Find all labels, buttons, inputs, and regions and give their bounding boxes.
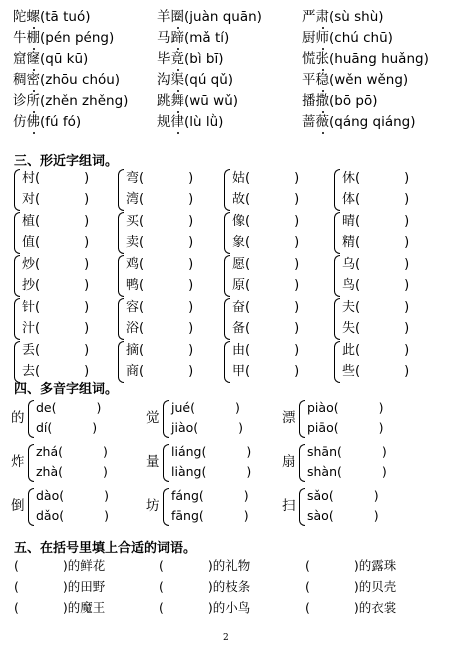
char-pair [224, 340, 324, 384]
pinyin-line [307, 462, 387, 482]
pinyin-line [171, 506, 249, 526]
brace [299, 488, 305, 526]
polyphonic-char: 坊 [146, 498, 160, 514]
pair-close: ) [84, 364, 90, 379]
fill-item [14, 577, 105, 597]
pinyin: liáng( [171, 444, 207, 459]
char-pair [334, 297, 434, 341]
pair-line [126, 232, 216, 253]
char-pair [118, 297, 218, 341]
pair-char: 象( [232, 235, 251, 250]
char-pair [224, 297, 324, 341]
fill-word: )的鲜花 [62, 558, 106, 573]
char-pair [118, 340, 218, 384]
polyphonic-item [11, 486, 141, 528]
pinyin: jiào( [171, 420, 199, 435]
fill-word: )的衣裳 [353, 600, 397, 615]
pair-line [126, 254, 216, 275]
char-pair [334, 168, 434, 212]
pair-close: ) [404, 214, 410, 229]
pinyin: shān( [307, 444, 342, 459]
pair-line [126, 318, 216, 339]
emphasis-dot [322, 132, 324, 134]
pinyin-line [307, 418, 383, 438]
pair-close: ) [84, 343, 90, 358]
polyphonic-item [282, 486, 412, 528]
polyphonic-item [146, 398, 276, 440]
pair-close: ) [294, 278, 300, 293]
pinyin-line [171, 442, 251, 462]
pair-char: 此( [342, 343, 361, 358]
pair-close: ) [188, 192, 194, 207]
pair-line [22, 232, 112, 253]
pinyin: sào( [307, 508, 334, 523]
vocab-item: 播撒(bō pō) [302, 93, 378, 109]
pair-close: ) [294, 235, 300, 250]
char-pair [224, 254, 324, 298]
pair-line [126, 297, 216, 318]
pair-line [342, 318, 432, 339]
pair-close: ) [84, 257, 90, 272]
fill-word: )的魔王 [62, 600, 106, 615]
open-paren: ( [305, 600, 310, 615]
brace [224, 169, 230, 211]
open-paren: ( [305, 558, 310, 573]
fill-word: )的露珠 [353, 558, 397, 573]
pair-line [232, 275, 322, 296]
brace [163, 400, 169, 438]
pair-close: ) [84, 300, 90, 315]
pair-char: 些( [342, 364, 361, 379]
pair-close: ) [188, 321, 194, 336]
pair-line [232, 340, 322, 361]
pair-close: ) [294, 300, 300, 315]
vocab-item: 厨师(chú chū) [302, 30, 393, 46]
brace [118, 298, 124, 340]
open-paren: ( [159, 558, 164, 573]
char-pair [14, 254, 114, 298]
pair-line [342, 168, 432, 189]
pair-close: ) [84, 171, 90, 186]
polyphonic-item [146, 486, 276, 528]
pinyin-line [36, 462, 108, 482]
brace [118, 341, 124, 383]
polyphonic-item [282, 398, 412, 440]
pair-line [232, 318, 322, 339]
pinyin-line [171, 398, 240, 418]
brace [163, 444, 169, 482]
pinyin-line [171, 418, 243, 438]
polyphonic-item [11, 442, 141, 484]
pair-close: ) [84, 192, 90, 207]
open-paren: ( [159, 579, 164, 594]
char-pair [118, 254, 218, 298]
fill-word: )的田野 [62, 579, 106, 594]
pinyin-close: ) [96, 400, 102, 415]
pair-close: ) [188, 257, 194, 272]
pair-char: 奋( [232, 300, 251, 315]
open-paren: ( [159, 600, 164, 615]
pinyin: piāo( [307, 420, 339, 435]
pair-close: ) [188, 235, 194, 250]
pair-close: ) [188, 364, 194, 379]
brace [334, 255, 340, 297]
pinyin-close: ) [238, 420, 244, 435]
pair-line [126, 340, 216, 361]
pair-line [232, 361, 322, 382]
brace [14, 298, 20, 340]
open-paren: ( [14, 579, 19, 594]
pinyin-line [36, 418, 97, 438]
open-paren: ( [305, 579, 310, 594]
pinyin-close: ) [104, 508, 110, 523]
pinyin: fáng( [171, 488, 204, 503]
pair-char: 休( [342, 171, 361, 186]
pinyin-close: ) [103, 464, 108, 479]
pinyin: piào( [307, 400, 339, 415]
pinyin-close: ) [243, 488, 249, 503]
pair-close: ) [404, 321, 410, 336]
pair-line [126, 275, 216, 296]
pinyin: sǎo( [307, 488, 334, 503]
pinyin: zhá( [36, 444, 64, 459]
pair-close: ) [404, 171, 410, 186]
brace [299, 400, 305, 438]
pair-char: 失( [342, 321, 361, 336]
pair-char: 去( [22, 364, 41, 379]
polyphonic-item [11, 398, 141, 440]
pinyin-line [307, 398, 383, 418]
section-4-title: 四、多音字组词。 [14, 382, 119, 397]
brace [299, 444, 305, 482]
pair-close: ) [404, 278, 410, 293]
vocab-item: 仿佛(fú fó) [13, 114, 82, 130]
char-pair [334, 211, 434, 255]
pinyin-close: ) [378, 420, 384, 435]
brace [224, 255, 230, 297]
pinyin-close: ) [243, 508, 249, 523]
pair-line [232, 297, 322, 318]
fill-word: )的贝壳 [353, 579, 397, 594]
pair-char: 对( [22, 192, 41, 207]
pair-char: 原( [232, 278, 251, 293]
brace [14, 255, 20, 297]
char-pair [118, 168, 218, 212]
pinyin-close: ) [373, 488, 379, 503]
pinyin-line [36, 442, 108, 462]
brace [334, 298, 340, 340]
pair-line [342, 232, 432, 253]
pair-close: ) [84, 214, 90, 229]
brace [224, 341, 230, 383]
pinyin-line [36, 506, 109, 526]
brace [118, 255, 124, 297]
pair-line [232, 254, 322, 275]
vocab-item: 蔷薇(qáng qiáng) [302, 114, 416, 130]
polyphonic-char: 扇 [282, 454, 296, 470]
vocab-item: 慌张(huāng huǎng) [302, 51, 429, 67]
pair-close: ) [84, 278, 90, 293]
section-5-title: 五、在括号里填上合适的词语。 [14, 541, 197, 556]
pair-char: 抄( [22, 278, 41, 293]
char-pair [118, 211, 218, 255]
pair-line [22, 254, 112, 275]
pair-line [342, 340, 432, 361]
vocab-item: 稠密(zhōu chóu) [13, 72, 121, 88]
pair-close: ) [84, 321, 90, 336]
vocab-item: 平稳(wěn wěng) [302, 72, 409, 88]
pair-close: ) [404, 300, 410, 315]
pair-char: 愿( [232, 257, 251, 272]
fill-item [14, 556, 105, 576]
pinyin-line [36, 486, 109, 506]
fill-item [305, 598, 396, 618]
pair-line [342, 189, 432, 210]
char-pair [14, 168, 114, 212]
pair-line [232, 232, 322, 253]
polyphonic-char: 倒 [11, 498, 25, 514]
pair-char: 买( [126, 214, 145, 229]
pair-line [22, 168, 112, 189]
pinyin-line [36, 398, 101, 418]
pair-close: ) [404, 343, 410, 358]
vocab-item: 陀螺(tā tuó) [13, 9, 91, 25]
pinyin-close: ) [381, 444, 387, 459]
pair-close: ) [294, 321, 300, 336]
pair-line [232, 189, 322, 210]
pair-line [342, 297, 432, 318]
vocab-item: 严肃(sù shù) [302, 9, 384, 25]
pinyin: dào( [36, 488, 65, 503]
fill-word: )的小鸟 [207, 600, 251, 615]
pair-char: 乌( [342, 257, 361, 272]
fill-word: )的礼物 [207, 558, 251, 573]
pair-close: ) [294, 343, 300, 358]
fill-item [159, 577, 250, 597]
pair-char: 商( [126, 364, 145, 379]
pair-char: 针( [22, 300, 41, 315]
pair-char: 湾( [126, 192, 145, 207]
pair-line [126, 168, 216, 189]
char-pair [334, 340, 434, 384]
pair-close: ) [294, 364, 300, 379]
pair-char: 炒( [22, 257, 41, 272]
pair-char: 村( [22, 171, 41, 186]
vocab-item: 诊所(zhěn zhěng) [13, 93, 129, 109]
pair-line [126, 211, 216, 232]
vocab-item: 牛棚(pén péng) [13, 30, 115, 46]
pinyin: shàn( [307, 464, 342, 479]
pair-char: 摘( [126, 343, 145, 358]
pair-char: 像( [232, 214, 251, 229]
pair-close: ) [294, 257, 300, 272]
pair-char: 鸟( [342, 278, 361, 293]
pinyin: de( [36, 400, 57, 415]
pair-char: 由( [232, 343, 251, 358]
pair-line [22, 297, 112, 318]
pinyin-close: ) [234, 400, 240, 415]
brace [224, 298, 230, 340]
pair-close: ) [84, 235, 90, 250]
brace [118, 169, 124, 211]
pinyin-close: ) [378, 400, 384, 415]
fill-item [159, 556, 250, 576]
brace [14, 169, 20, 211]
page-number: 2 [223, 633, 229, 643]
pinyin-close: ) [246, 464, 252, 479]
brace [28, 444, 34, 482]
pinyin-line [171, 462, 251, 482]
open-paren: ( [14, 600, 19, 615]
pair-char: 夫( [342, 300, 361, 315]
pinyin-line [307, 506, 379, 526]
pair-char: 丢( [22, 343, 41, 358]
pair-char: 植( [22, 214, 41, 229]
polyphonic-char: 量 [146, 454, 160, 470]
pair-line [126, 189, 216, 210]
pinyin: jué( [171, 400, 195, 415]
pair-close: ) [294, 171, 300, 186]
pair-char: 姑( [232, 171, 251, 186]
polyphonic-char: 的 [11, 410, 25, 426]
polyphonic-item [146, 442, 276, 484]
emphasis-dot [33, 132, 35, 134]
pair-line [22, 340, 112, 361]
polyphonic-item [282, 442, 412, 484]
pair-char: 故( [232, 192, 251, 207]
pair-line [22, 275, 112, 296]
char-pair [224, 168, 324, 212]
pair-char: 精( [342, 235, 361, 250]
char-pair [224, 211, 324, 255]
brace [118, 212, 124, 254]
section-3-title: 三、形近字组词。 [14, 154, 119, 169]
pair-char: 卖( [126, 235, 145, 250]
pair-close: ) [188, 214, 194, 229]
pair-char: 弯( [126, 171, 145, 186]
pair-char: 值( [22, 235, 41, 250]
fill-item [305, 556, 396, 576]
pair-char: 备( [232, 321, 251, 336]
pinyin-close: ) [373, 508, 379, 523]
pair-close: ) [188, 300, 194, 315]
brace [28, 400, 34, 438]
pair-close: ) [404, 235, 410, 250]
pinyin-close: ) [103, 444, 108, 459]
pair-close: ) [404, 257, 410, 272]
pair-char: 鸭( [126, 278, 145, 293]
fill-item [159, 598, 250, 618]
pair-close: ) [188, 278, 194, 293]
pinyin-close: ) [104, 488, 110, 503]
pair-close: ) [404, 364, 410, 379]
brace [334, 212, 340, 254]
char-pair [334, 254, 434, 298]
pair-line [22, 189, 112, 210]
vocab-item: 马蹄(mǎ tí) [157, 30, 230, 46]
fill-item [305, 577, 396, 597]
vocab-item: 规律(lù lǜ) [157, 114, 224, 130]
polyphonic-char: 扫 [282, 498, 296, 514]
brace [28, 488, 34, 526]
pinyin-line [307, 486, 379, 506]
pair-line [342, 361, 432, 382]
brace [14, 212, 20, 254]
polyphonic-char: 炸 [11, 454, 25, 470]
brace [224, 212, 230, 254]
pinyin-close: ) [92, 420, 98, 435]
pair-char: 浴( [126, 321, 145, 336]
open-paren: ( [14, 558, 19, 573]
pinyin: dǎo( [36, 508, 65, 523]
pair-close: ) [294, 192, 300, 207]
pinyin-line [171, 486, 249, 506]
pair-line [342, 254, 432, 275]
pinyin-close: ) [381, 464, 387, 479]
pinyin: liàng( [171, 464, 207, 479]
pair-line [342, 275, 432, 296]
pinyin-line [307, 442, 387, 462]
emphasis-dot [177, 132, 179, 134]
brace [14, 341, 20, 383]
pair-line [342, 211, 432, 232]
pair-line [22, 211, 112, 232]
pair-line [232, 168, 322, 189]
brace [334, 341, 340, 383]
pair-char: 汁( [22, 321, 41, 336]
pinyin: fāng( [171, 508, 204, 523]
pair-line [232, 211, 322, 232]
vocab-item: 窟窿(qū kū) [13, 51, 89, 67]
fill-item [14, 598, 105, 618]
polyphonic-char: 漂 [282, 410, 296, 426]
brace [334, 169, 340, 211]
brace [163, 488, 169, 526]
pair-line [126, 361, 216, 382]
vocab-item: 毕竟(bì bī) [157, 51, 224, 67]
pair-char: 体( [342, 192, 361, 207]
pair-line [22, 318, 112, 339]
pinyin: dí( [36, 420, 53, 435]
char-pair [14, 297, 114, 341]
pair-close: ) [188, 343, 194, 358]
pair-close: ) [404, 192, 410, 207]
vocab-item: 跳舞(wū wǔ) [157, 93, 239, 109]
pair-close: ) [188, 171, 194, 186]
pinyin: zhà( [36, 464, 64, 479]
pair-char: 鸡( [126, 257, 145, 272]
pair-char: 容( [126, 300, 145, 315]
pair-close: ) [294, 214, 300, 229]
pinyin-close: ) [246, 444, 252, 459]
pair-char: 晴( [342, 214, 361, 229]
pair-char: 甲( [232, 364, 251, 379]
vocab-item: 沟渠(qú qǔ) [157, 72, 234, 88]
polyphonic-char: 觉 [146, 410, 160, 426]
fill-word: )的枝条 [207, 579, 251, 594]
char-pair [14, 211, 114, 255]
vocab-item: 羊圈(juàn quān) [157, 9, 262, 25]
